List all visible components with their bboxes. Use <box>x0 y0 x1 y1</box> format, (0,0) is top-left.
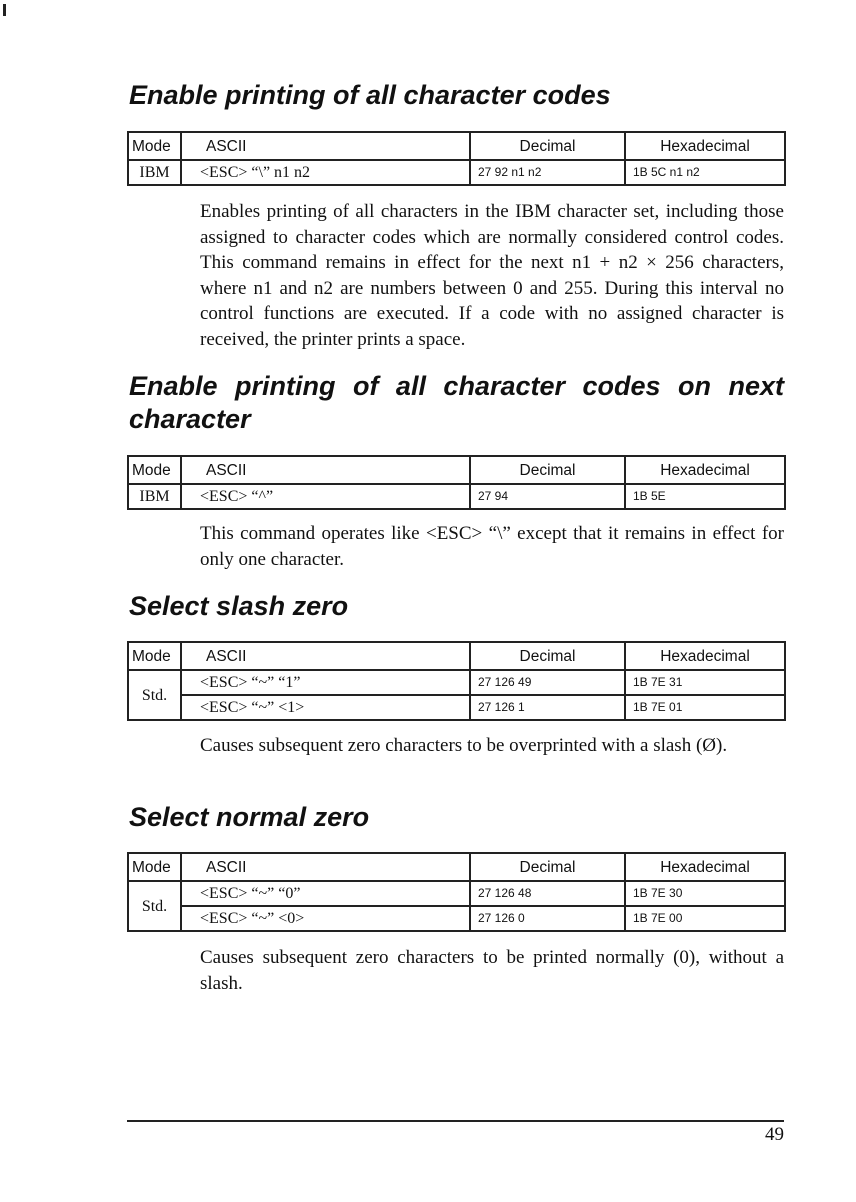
section-title: Select normal zero <box>129 802 370 832</box>
table-header-row <box>128 132 785 160</box>
header-hex: Hexadecimal <box>625 853 785 881</box>
table-row <box>128 906 785 931</box>
table-header-row <box>128 642 785 670</box>
decimal-cell: 27 126 1 <box>470 695 625 720</box>
mode-cell: IBM <box>128 484 181 509</box>
mode-cell: Std. <box>128 670 181 720</box>
hex-cell: 1B 7E 30 <box>625 881 785 906</box>
footer-rule <box>127 1120 784 1122</box>
header-decimal: Decimal <box>470 642 625 670</box>
section-title: Enable printing of all character codes <box>129 80 611 110</box>
table-row <box>128 695 785 720</box>
decimal-cell: 27 92 n1 n2 <box>470 160 625 185</box>
header-decimal: Decimal <box>470 456 625 484</box>
command-table <box>127 641 786 721</box>
command-table <box>127 852 786 932</box>
header-mode: Mode <box>128 853 181 881</box>
hex-cell: 1B 7E 00 <box>625 906 785 931</box>
ascii-cell: <ESC> “\” n1 n2 <box>181 160 470 185</box>
header-ascii: ASCII <box>181 132 470 160</box>
decimal-cell: 27 94 <box>470 484 625 509</box>
section-description: Causes subsequent zero characters to be printed normally (0), without a slash. <box>200 947 784 994</box>
table-header-row <box>128 456 785 484</box>
table-row <box>128 670 785 695</box>
section-title: Select slash zero <box>129 591 349 621</box>
hex-cell: 1B 7E 01 <box>625 695 785 720</box>
decimal-cell: 27 126 0 <box>470 906 625 931</box>
ascii-cell: <ESC> “~” “0” <box>181 881 470 906</box>
section-description: Enables printing of all characters in the IBM character set, including those assigned to character codes which are normally considered control codes. This command remains in effect for the next n1 + n2 × 256 characters, where n1 and n2 are numbers between 0 and 255. During this interval no control functions are executed. If a code with no assigned character is received, the printer prints a space. <box>200 201 784 350</box>
command-table <box>127 131 786 186</box>
ascii-cell: <ESC> “~” “1” <box>181 670 470 695</box>
header-ascii: ASCII <box>181 642 470 670</box>
header-hex: Hexadecimal <box>625 456 785 484</box>
header-ascii: ASCII <box>181 456 470 484</box>
header-mode: Mode <box>128 456 181 484</box>
header-mode: Mode <box>128 132 181 160</box>
decimal-cell: 27 126 49 <box>470 670 625 695</box>
hex-cell: 1B 5E <box>625 484 785 509</box>
header-hex: Hexadecimal <box>625 132 785 160</box>
table-header-row <box>128 853 785 881</box>
scan-mark <box>3 4 6 16</box>
header-decimal: Decimal <box>470 853 625 881</box>
ascii-cell: <ESC> “~” <0> <box>181 906 470 931</box>
mode-cell: Std. <box>128 881 181 931</box>
header-hex: Hexadecimal <box>625 642 785 670</box>
table-row <box>128 484 785 509</box>
header-ascii: ASCII <box>181 853 470 881</box>
table-row <box>128 160 785 185</box>
mode-cell: IBM <box>128 160 181 185</box>
header-mode: Mode <box>128 642 181 670</box>
ascii-cell: <ESC> “~” <1> <box>181 695 470 720</box>
section-description: Causes subsequent zero characters to be overprinted with a slash (Ø). <box>200 735 728 756</box>
header-decimal: Decimal <box>470 132 625 160</box>
table-row <box>128 881 785 906</box>
ascii-cell: <ESC> “^” <box>181 484 470 509</box>
page-number: 49 <box>765 1124 784 1145</box>
hex-cell: 1B 5C n1 n2 <box>625 160 785 185</box>
hex-cell: 1B 7E 31 <box>625 670 785 695</box>
section-title: Enable printing of all character codes on next character <box>129 371 784 434</box>
command-table <box>127 455 786 510</box>
decimal-cell: 27 126 48 <box>470 881 625 906</box>
section-description: This command operates like <ESC> “\” except that it remains in effect for only one character. <box>200 523 784 570</box>
